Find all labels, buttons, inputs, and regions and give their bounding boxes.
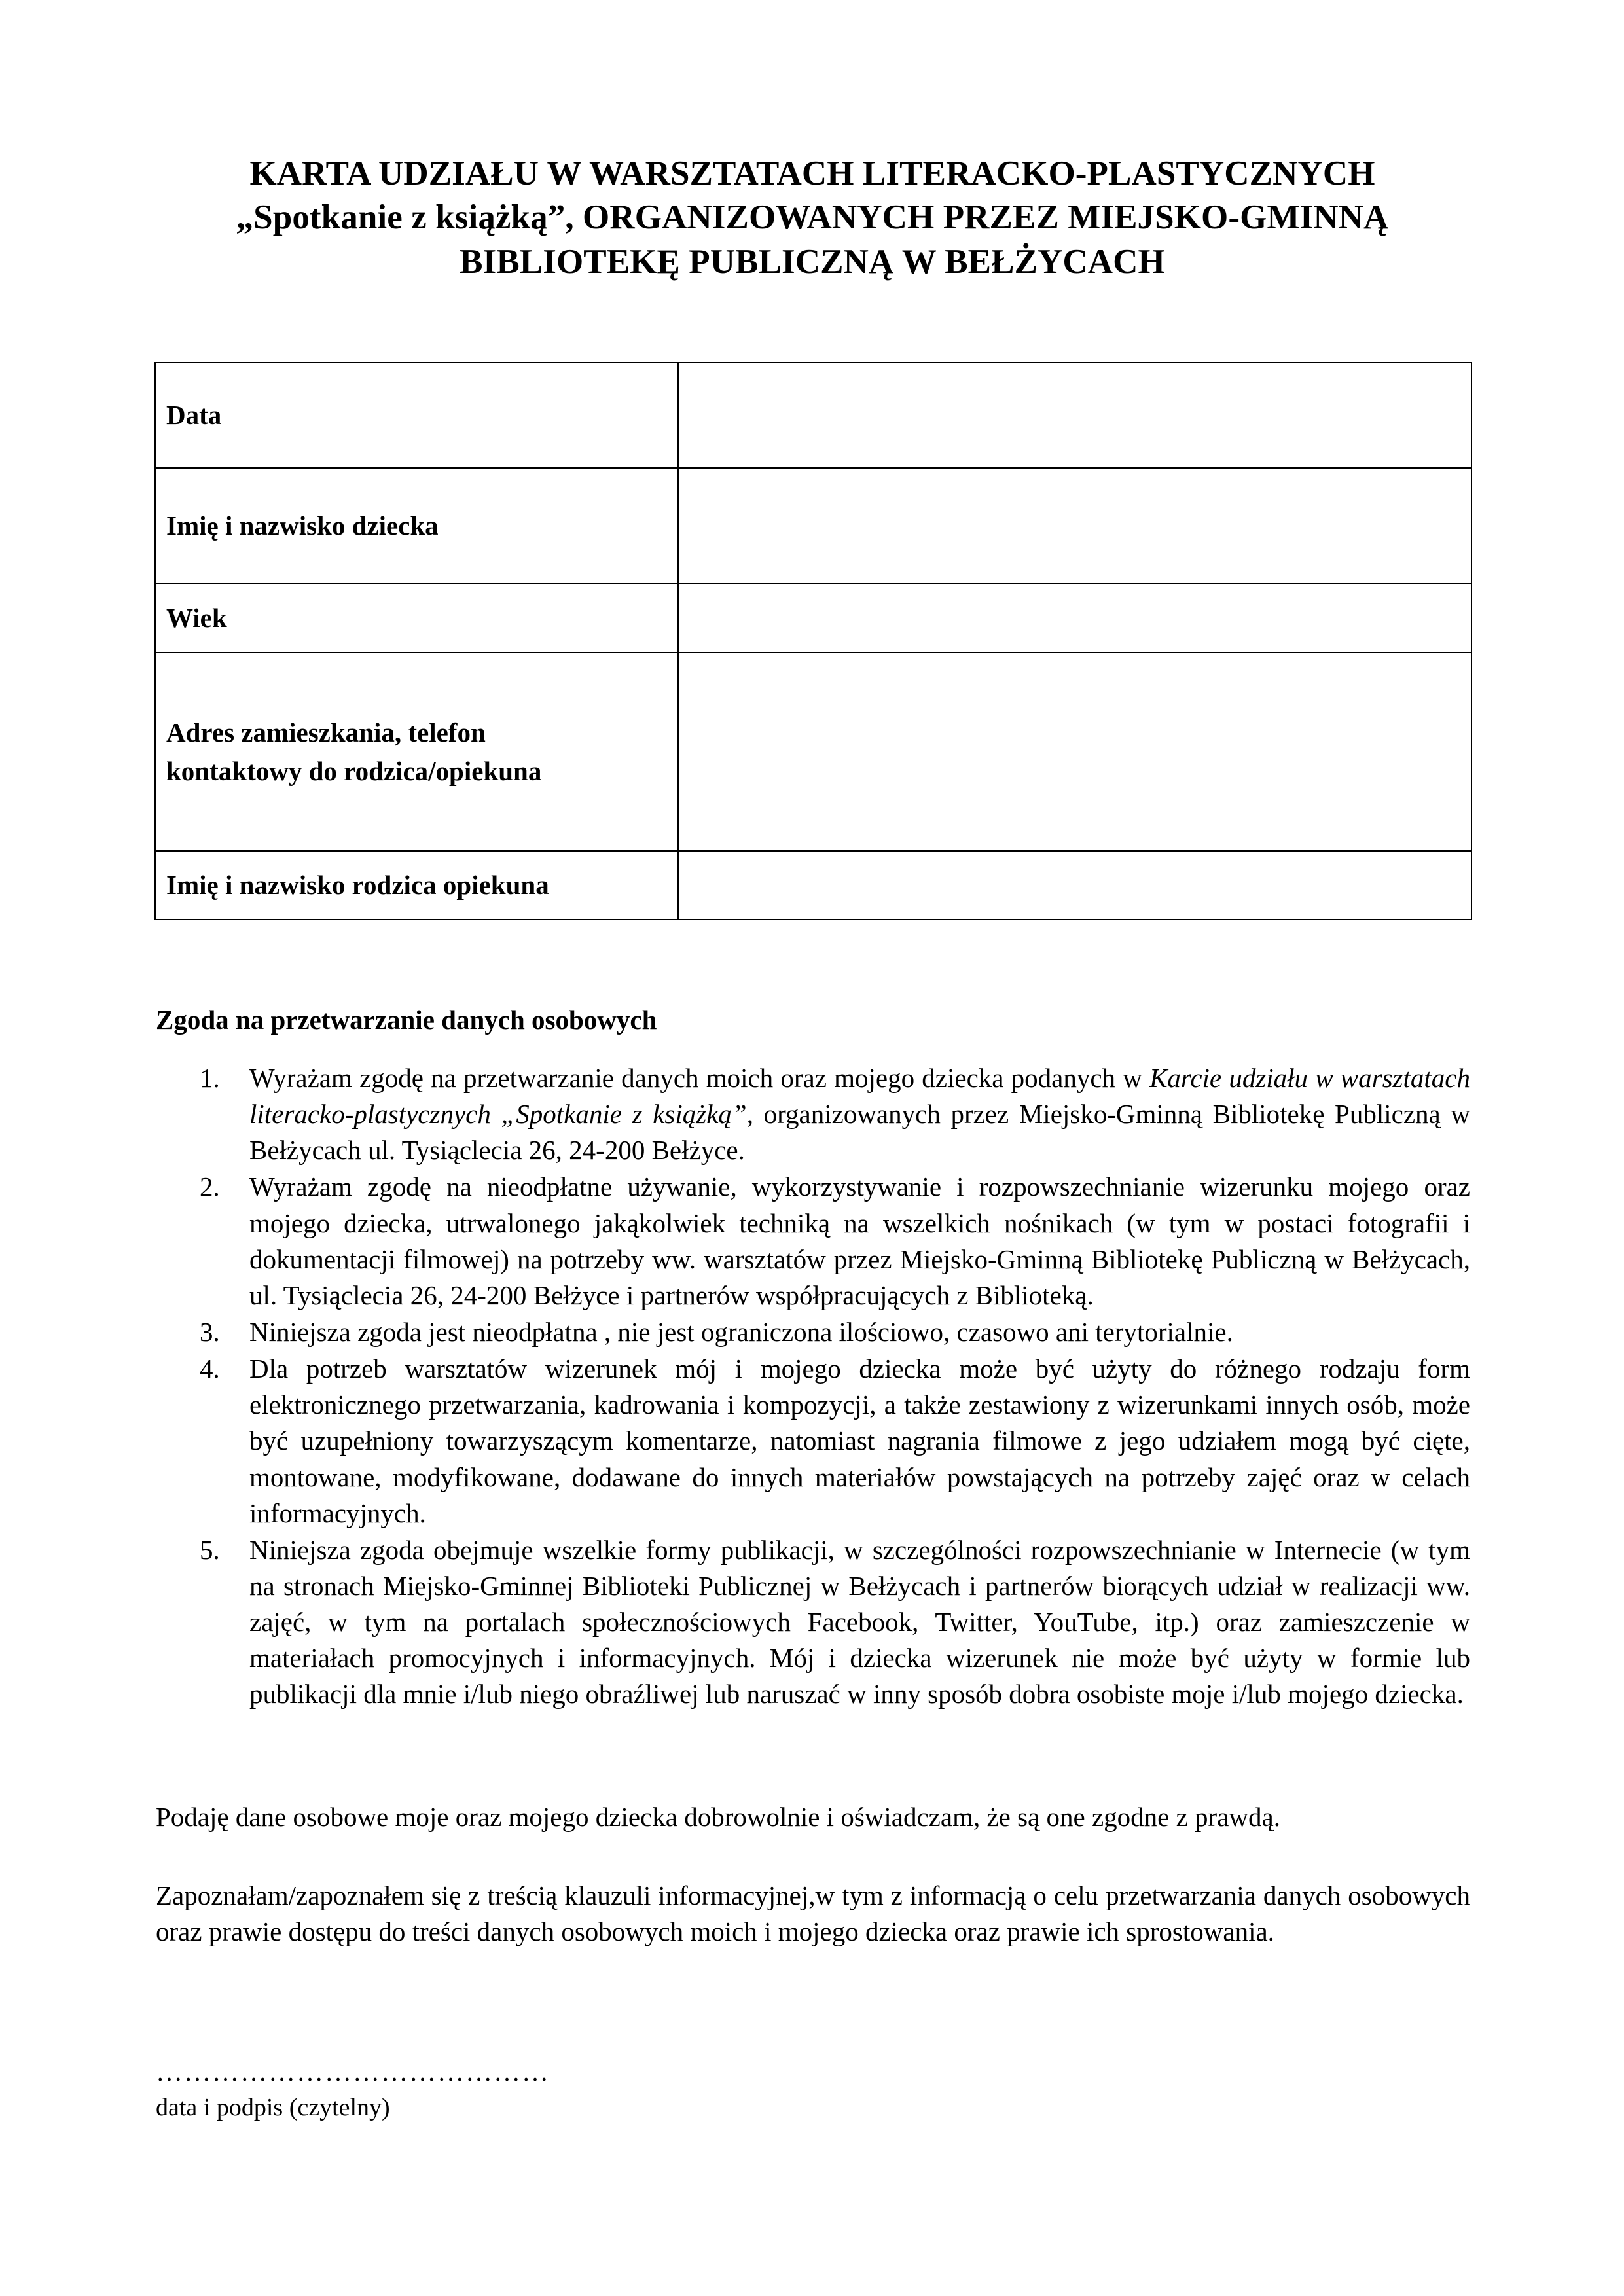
field-label-address-phone bbox=[155, 653, 678, 851]
title-line-3: BIBLIOTEKĘ PUBLICZNĄ W BEŁŻYCACH bbox=[460, 242, 1165, 281]
list-item-number: 2. bbox=[200, 1172, 220, 1202]
field-label-address-phone-line-1: Adres zamieszkania, telefon bbox=[166, 717, 486, 748]
list-item bbox=[156, 1169, 1470, 1314]
table-row bbox=[155, 363, 1471, 468]
title-line-1: KARTA UDZIAŁU W WARSZTATACH LITERACKO-PLASTYCZNYCH bbox=[249, 154, 1375, 192]
field-value-age[interactable] bbox=[678, 584, 1471, 653]
table-row bbox=[155, 851, 1471, 920]
table-row bbox=[155, 584, 1471, 653]
page-title bbox=[154, 152, 1470, 284]
signature-block bbox=[156, 2056, 810, 2125]
consent-section-heading: Zgoda na przetwarzanie danych osobowych bbox=[156, 1005, 657, 1035]
field-label-address-phone-line-2: kontaktowy do rodzica/opiekuna bbox=[166, 755, 542, 786]
list-item-number: 4. bbox=[200, 1354, 220, 1384]
field-label-guardian-name: Imię i nazwisko rodzica opiekuna bbox=[155, 851, 678, 920]
list-item-text-part: Niniejsza zgoda obejmuje wszelkie formy publikacji, w szczególności rozpowszechnianie w Internecie (w tym na stronach Miejsko-Gminnej Biblioteki Publicznej w Bełżycach i partnerów biorących udział w realizacji ww. zajęć, w tym na portalach społecznościowych Facebook, Twitter, YouTube, itp.) oraz zamieszczenie w materiałach promocyjnych i informacyjnych. Mój i dziecka wizerunek nie może być użyty w formie lub publikacji dla mnie i/lub niego obraźliwej lub naruszać w inny sposób dobra osobiste moje i/lub mojego dziecka. bbox=[249, 1534, 1470, 1710]
field-value-guardian-name[interactable] bbox=[678, 851, 1471, 920]
list-item bbox=[156, 1314, 1470, 1350]
list-item-number: 3. bbox=[200, 1316, 220, 1347]
list-item-text-part: , organizowanych przez Miejsko-Gminną Bibliotekę Publiczną w Bełżycach ul. Tysiąclecia 26, 24-200 Bełżyce. bbox=[249, 1099, 1470, 1166]
participant-form-table bbox=[154, 362, 1472, 920]
list-item-number: 5. bbox=[200, 1534, 220, 1565]
signature-dotted-line[interactable]: …………………………………… bbox=[156, 2056, 550, 2087]
field-label-child-name: Imię i nazwisko dziecka bbox=[155, 468, 678, 584]
list-item-text-part: Wyrażam zgodę na nieodpłatne używanie, wykorzystywanie i rozpowszechnianie wizerunku mojego oraz mojego dziecka, utrwalonego jakąkolwiek techniką na wszelkich nośnikach (w tym w postaci fotografii i dokumentacji filmowej) na potrzeby ww. warsztatów przez Miejsko-Gminną Bibliotekę Publiczną w Bełżycach, ul. Tysiąclecia 26, 24-200 Bełżyce i partnerów współpracujących z Biblioteką. bbox=[249, 1172, 1470, 1310]
list-item bbox=[156, 1351, 1470, 1532]
field-value-child-name[interactable] bbox=[678, 468, 1471, 584]
table-row bbox=[155, 653, 1471, 851]
table-row bbox=[155, 468, 1471, 584]
list-item-text-part: Niniejsza zgoda jest nieodpłatna , nie jest ograniczona ilościowo, czasowo ani terytorialnie. bbox=[249, 1316, 1233, 1347]
consent-list bbox=[156, 1060, 1470, 1713]
list-item-number: 1. bbox=[200, 1063, 220, 1093]
list-item bbox=[156, 1060, 1470, 1168]
field-label-age: Wiek bbox=[155, 584, 678, 653]
field-value-address-phone[interactable] bbox=[678, 653, 1471, 851]
declaration-paragraph-truthfulness: Podaję dane osobowe moje oraz mojego dziecka dobrowolnie i oświadczam, że są one zgodne z prawdą. bbox=[156, 1802, 1280, 1832]
list-item bbox=[156, 1532, 1470, 1713]
signature-caption: data i podpis (czytelny) bbox=[156, 2094, 390, 2122]
field-value-data[interactable] bbox=[678, 363, 1471, 468]
list-item-text-part: Dla potrzeb warsztatów wizerunek mój i mojego dziecka może być użyty do różnego rodzaju form elektronicznego przetwarzania, kadrowania i kompozycji, a także zestawiony z wizerunkami innych osób, może być uzupełniony towarzyszącym komentarze, natomiast nagrania filmowe z jego udziałem mogą być cięte, montowane, modyfikowane, dodawane do innych materiałów powstających na potrzeby zajęć oraz w celach informacyjnych. bbox=[249, 1354, 1470, 1528]
list-item-text-part-italic: Karcie udziału w warsztatach literacko-plastycznych „Spotkanie z książką” bbox=[249, 1063, 1470, 1130]
list-item-text-part: Wyrażam zgodę na przetwarzanie danych moich oraz mojego dziecka podanych w bbox=[249, 1063, 1150, 1093]
title-line-2: „Spotkanie z książką”, ORGANIZOWANYCH PRZEZ MIEJSKO-GMINNĄ bbox=[236, 198, 1389, 237]
field-label-data: Data bbox=[155, 363, 678, 468]
declaration-paragraph-information-clause: Zapoznałam/zapoznałem się z treścią klauzuli informacyjnej,w tym z informacją o celu przetwarzania danych osobowych oraz prawie dostępu do treści danych osobowych moich i mojego dziecka oraz prawie ich sprostowania. bbox=[156, 1880, 1470, 1947]
